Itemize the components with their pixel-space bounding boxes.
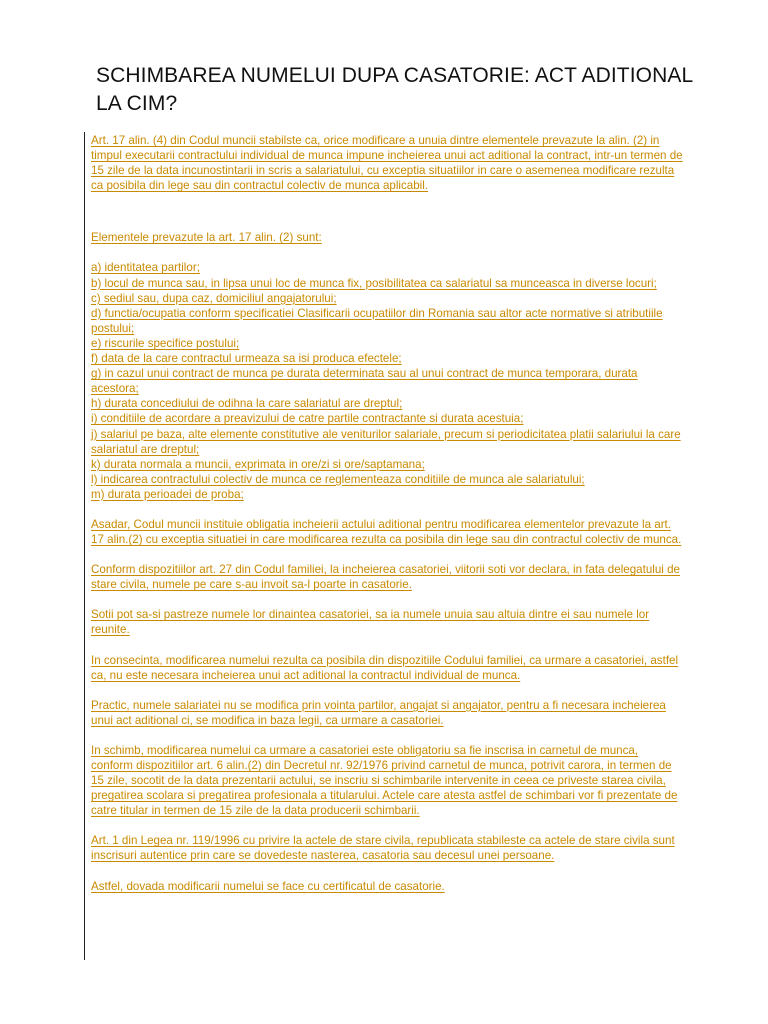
paragraph-dovada: Astfel, dovada modificarii numelui se face cu certificatul de casatorie.	[91, 879, 445, 893]
paragraph-legea-119: Art. 1 din Legea nr. 119/1996 cu privire la actele de stare civila, republicata stabileste ca actele de stare civila sunt inscrisuri autentice prin care se dovedeste nasterea, casatoria sau decesul unei persoane.	[91, 834, 675, 863]
paragraph-asadar: Asadar, Codul muncii instituie obligatia incheierii actului aditional pentru modificarea elementelor prevazute la art. 17 alin.(2) cu exceptia situatiei in care modificarea rezulta ca posibila din lege sau din contractul colectiv de munca.	[91, 517, 682, 547]
list-item: b) locul de munca sau, in lipsa unui loc de munca fix, posibilitatea ca salariatul sa munceasca in diverse locuri;	[91, 276, 657, 290]
list-item: g) in cazul unui contract de munca pe durata determinata sau al unui contract de munca temporara, durata acestora;	[91, 367, 638, 396]
margin-rule	[84, 132, 85, 960]
list-item: d) functia/ocupatia conform specificatiei Clasificarii ocupatiilor din Romania sau altor acte normative si atributiile postului;	[91, 306, 663, 335]
list-item: c) sediul sau, dupa caz, domiciliul angajatorului;	[91, 291, 337, 305]
paragraph-consecinta: In consecinta, modificarea numelui rezulta ca posibila din dispozitiile Codului familiei, ca urmare a casatoriei, astfel ca, nu este necesara incheierea unui act aditional la contractul individual de munca.	[91, 653, 679, 682]
list-item: a) identitatea partilor;	[91, 261, 200, 275]
list-item: i) conditiile de acordare a preavizului de catre partile contractante si durata acestuia;	[91, 412, 524, 426]
paragraph-carnet-munca: In schimb, modificarea numelui ca urmare a casatoriei este obligatoriu sa fie inscrisa in carnetul de munca, conform dispozitiilor art. 6 alin.(2) din Decretul nr. 92/1976 privind carnetul de munca, potrivit carora, in termen de 15 zile, socotit de la data prezentarii actului, se inscriu si schimbarile intervenite in ceea ce priveste starea civila, pregatirea scolara si pregatirea profesionala a titularului. Actele care atesta astfel de schimbari vor fi prezentate de catre titular in termen de 15 zile de la data producerii schimbarii.	[91, 743, 678, 818]
list-item: k) durata normala a muncii, exprimata in ore/zi si ore/saptamana;	[91, 457, 425, 471]
paragraph-sotii: Sotii pot sa-si pastreze numele lor dinaintea casatoriei, sa ia numele unuia sau altuia dintre ei sau numele lor reunite.	[91, 608, 650, 637]
paragraph-elemente-intro: Elementele prevazute la art. 17 alin. (2) sunt:	[91, 231, 322, 245]
list-item: l) indicarea contractului colectiv de munca ce reglementeaza conditiile de munca ale salariatului;	[91, 472, 585, 486]
paragraph-practic: Practic, numele salariatei nu se modifica prin vointa partilor, angajat si angajator, pentru a fi necesara incheierea unui act aditional ci, se modifica in baza legii, ca urmare a casatoriei.	[91, 698, 666, 727]
list-item: j) salariul pe baza, alte elemente constitutive ale veniturilor salariale, precum si periodicitatea platii salariului la care salariatul are dreptul;	[91, 427, 681, 456]
list-item: h) durata concediului de odihna la care salariatul are dreptul;	[91, 397, 403, 411]
list-item: f) data de la care contractul urmeaza sa isi produca efectele;	[91, 352, 402, 366]
paragraph-gap	[91, 208, 683, 230]
document-title: SCHIMBAREA NUMELUI DUPA CASATORIE: ACT ADITIONAL LA CIM?	[96, 64, 693, 115]
document-body	[91, 133, 683, 909]
paragraph-art17-alin4: Art. 17 alin. (4) din Codul muncii stabilste ca, orice modificare a unuia dintre elementele prevazute la alin. (2) in timpul executarii contractului individual de munca impune incheierea unui act aditional la contract, intr-un termen de 15 zile de la data incunostintarii in scris a salariatului, cu exceptia situatiilor in care o asemenea modificare rezulta ca posibila din lege sau din contractul colectiv de munca aplicabil.	[91, 134, 683, 193]
paragraph-codul-familiei: Conform dispozitiilor art. 27 din Codul familiei, la incheierea casatoriei, viitorii soti vor declara, in fata delegatului de stare civila, numele pe care s-au invoit sa-l poarte in casatorie.	[91, 563, 680, 592]
list-item: e) riscurile specifice postului;	[91, 336, 240, 350]
list-item: m) durata perioadei de proba;	[91, 487, 244, 501]
elements-list	[91, 260, 683, 502]
